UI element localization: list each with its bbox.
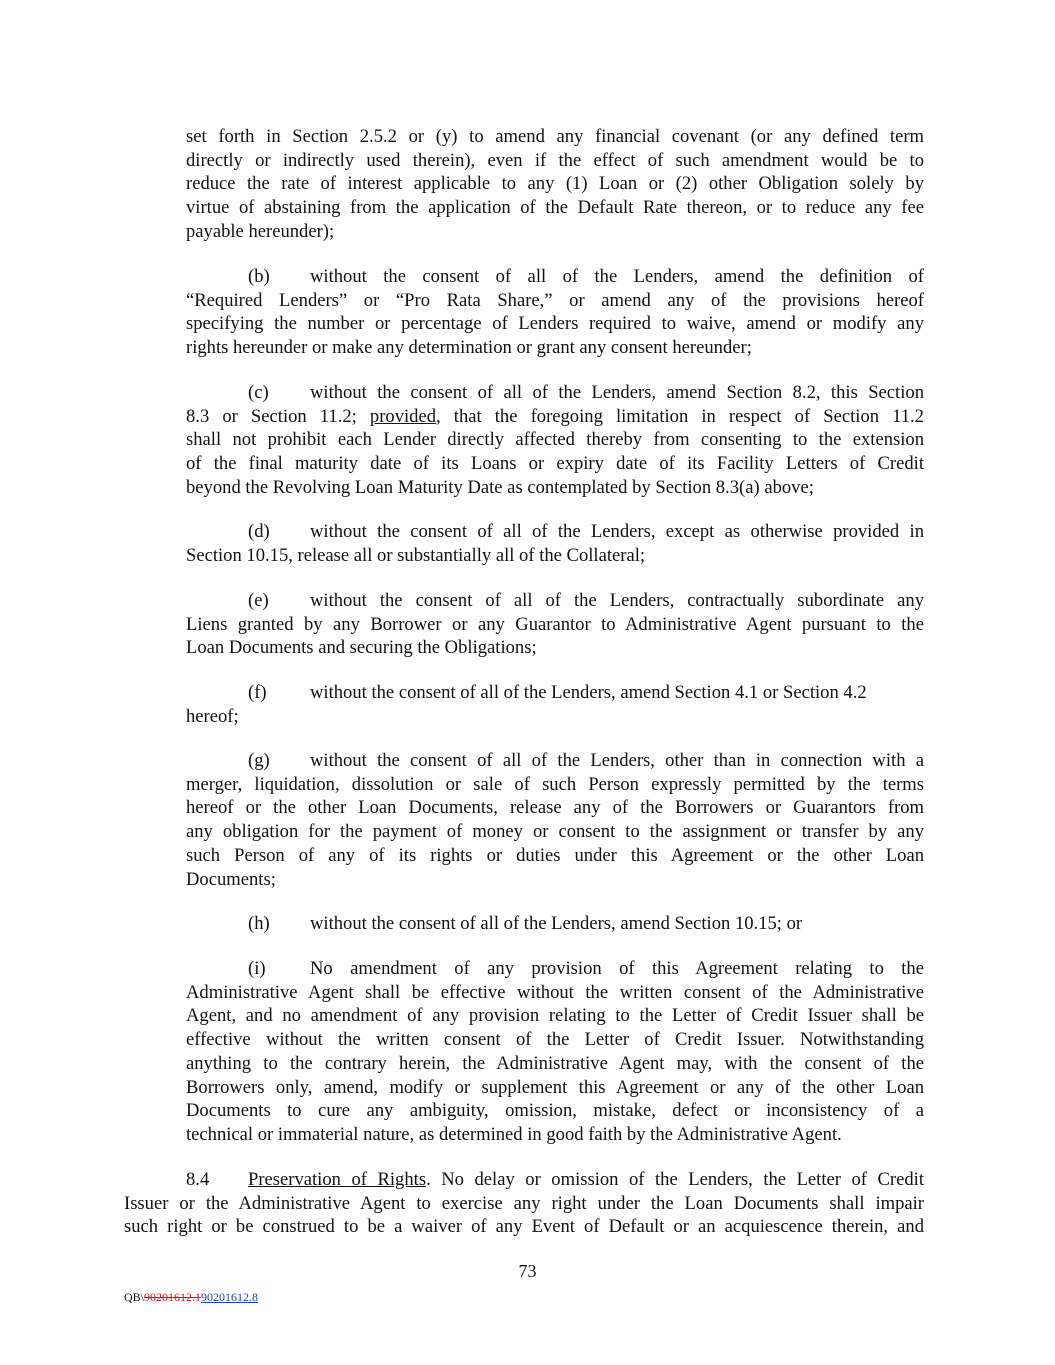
text-line: Borrowers only, amend, modify or supplement this Agreement or any of the other Loan <box>186 1076 924 1098</box>
text-line: any obligation for the payment of money or consent to the assignment or transfer by any <box>186 821 924 843</box>
text-line: directly or indirectly used therein), even if the effect of such amendment would be to <box>186 149 924 171</box>
text-line: without the consent of all of the Lenders, amend Section 4.1 or Section 4.2 <box>310 682 867 703</box>
clause-label: (e) <box>248 590 269 611</box>
clause-label: (f) <box>248 682 267 703</box>
inserted-doc-id: 90201612.8 <box>201 1290 259 1304</box>
paragraph-i <box>186 957 924 1147</box>
text-line: such Person of any of its rights or duties under this Agreement or the other Loan <box>186 844 924 866</box>
text-line: effective without the written consent of the Letter of Credit Issuer. Notwithstanding <box>186 1029 924 1051</box>
text-line <box>186 405 924 429</box>
text-line: virtue of abstaining from the application of the Default Rate thereon, or to reduce any fee <box>186 197 924 219</box>
document-id-footer <box>124 1290 258 1305</box>
text-line: No amendment of any provision of this Agreement relating to the <box>310 958 924 979</box>
text-line: without the consent of all of the Lenders, amend Section 10.15; or <box>310 913 803 934</box>
text-line: set forth in Section 2.5.2 or (y) to amend any financial covenant (or any defined term <box>186 126 924 147</box>
text-segment: 8.3 or Section 11.2; <box>186 405 370 427</box>
text-line: such right or be construed to be a waiver of any Event of Default or an acquiescence therein, and <box>124 1216 924 1238</box>
clause-label: (d) <box>248 521 270 542</box>
text-line: hereof; <box>186 705 239 727</box>
text-line: of the final maturity date of its Loans or expiry date of its Facility Letters of Credit <box>186 453 924 475</box>
text-line: Section 10.15, release all or substantially all of the Collateral; <box>186 544 646 566</box>
clause-label: (h) <box>248 913 270 934</box>
text-line: Documents to cure any ambiguity, omission, mistake, defect or inconsistency of a <box>186 1100 924 1122</box>
provided-underlined: provided <box>369 405 437 427</box>
text-line: without the consent of all of the Lenders, other than in connection with a <box>310 750 924 771</box>
text-line: specifying the number or percentage of Lenders required to waive, amend or modify any <box>186 313 924 335</box>
text-line: hereof or the other Loan Documents, release any of the Borrowers or Guarantors from <box>186 797 924 819</box>
section-number: 8.4 <box>186 1169 210 1190</box>
clause-label: (b) <box>248 266 270 287</box>
clause-label: (c) <box>248 382 269 403</box>
text-line: Issuer or the Administrative Agent to exercise any right under the Loan Documents shall impair <box>124 1192 924 1214</box>
text-line: without the consent of all of the Lenders, contractually subordinate any <box>310 590 924 611</box>
text-line: merger, liquidation, dissolution or sale of such Person expressly permitted by the terms <box>186 773 924 795</box>
page-number: 73 <box>518 1261 537 1281</box>
text-line <box>124 1168 924 1192</box>
clause-label: (g) <box>248 750 270 771</box>
text-line: anything to the contrary herein, the Administrative Agent may, with the consent of the <box>186 1052 924 1074</box>
text-line: Documents; <box>186 868 276 890</box>
clause-label: (i) <box>248 958 266 979</box>
section-8-4 <box>124 1168 924 1239</box>
paragraph-h <box>186 912 924 936</box>
paragraph-c <box>186 381 924 500</box>
text-line: shall not prohibit each Lender directly affected thereby from consenting to the extension <box>186 429 924 451</box>
text-line: technical or immaterial nature, as determined in good faith by the Administrative Agent. <box>186 1123 842 1145</box>
text-line: rights hereunder or make any determination or grant any consent hereunder; <box>186 337 752 359</box>
text-line: Loan Documents and securing the Obligations; <box>186 637 537 659</box>
paragraph-e <box>186 589 924 660</box>
text-line: without the consent of all of the Lenders, except as otherwise provided in <box>310 521 924 542</box>
paragraph-f <box>186 681 924 728</box>
text-line: without the consent of all of the Lenders, amend Section 8.2, this Section <box>310 382 924 403</box>
text-line: Administrative Agent shall be effective without the written consent of the Administrative <box>186 981 924 1003</box>
text-segment: . No delay or omission of the Lenders, the Letter of Credit <box>426 1169 924 1190</box>
paragraph-g <box>186 749 924 891</box>
text-line: reduce the rate of interest applicable to any (1) Loan or (2) other Obligation solely by <box>186 173 924 195</box>
text-line: payable hereunder); <box>186 220 335 242</box>
paragraph-d <box>186 520 924 567</box>
paragraph-b <box>186 265 924 360</box>
section-heading: Preservation of Rights <box>248 1169 427 1190</box>
text-line: “Required Lenders” or “Pro Rata Share,” or amend any of the provisions hereof <box>186 289 924 311</box>
text-line: beyond the Revolving Loan Maturity Date as contemplated by Section 8.3(a) above; <box>186 476 814 498</box>
text-line: Agent, and no amendment of any provision relating to the Letter of Credit Issuer shall be <box>186 1005 924 1027</box>
footer-prefix: QB\ <box>124 1290 145 1304</box>
text-line: Liens granted by any Borrower or any Guarantor to Administrative Agent pursuant to the <box>186 613 924 635</box>
text-segment: , that the foregoing limitation in respect of Section 11.2 <box>436 405 924 427</box>
text-line: without the consent of all of the Lenders, amend the definition of <box>310 266 924 287</box>
paragraph-a-continuation <box>186 125 924 244</box>
deleted-doc-id: 90201612.1 <box>144 1290 202 1304</box>
